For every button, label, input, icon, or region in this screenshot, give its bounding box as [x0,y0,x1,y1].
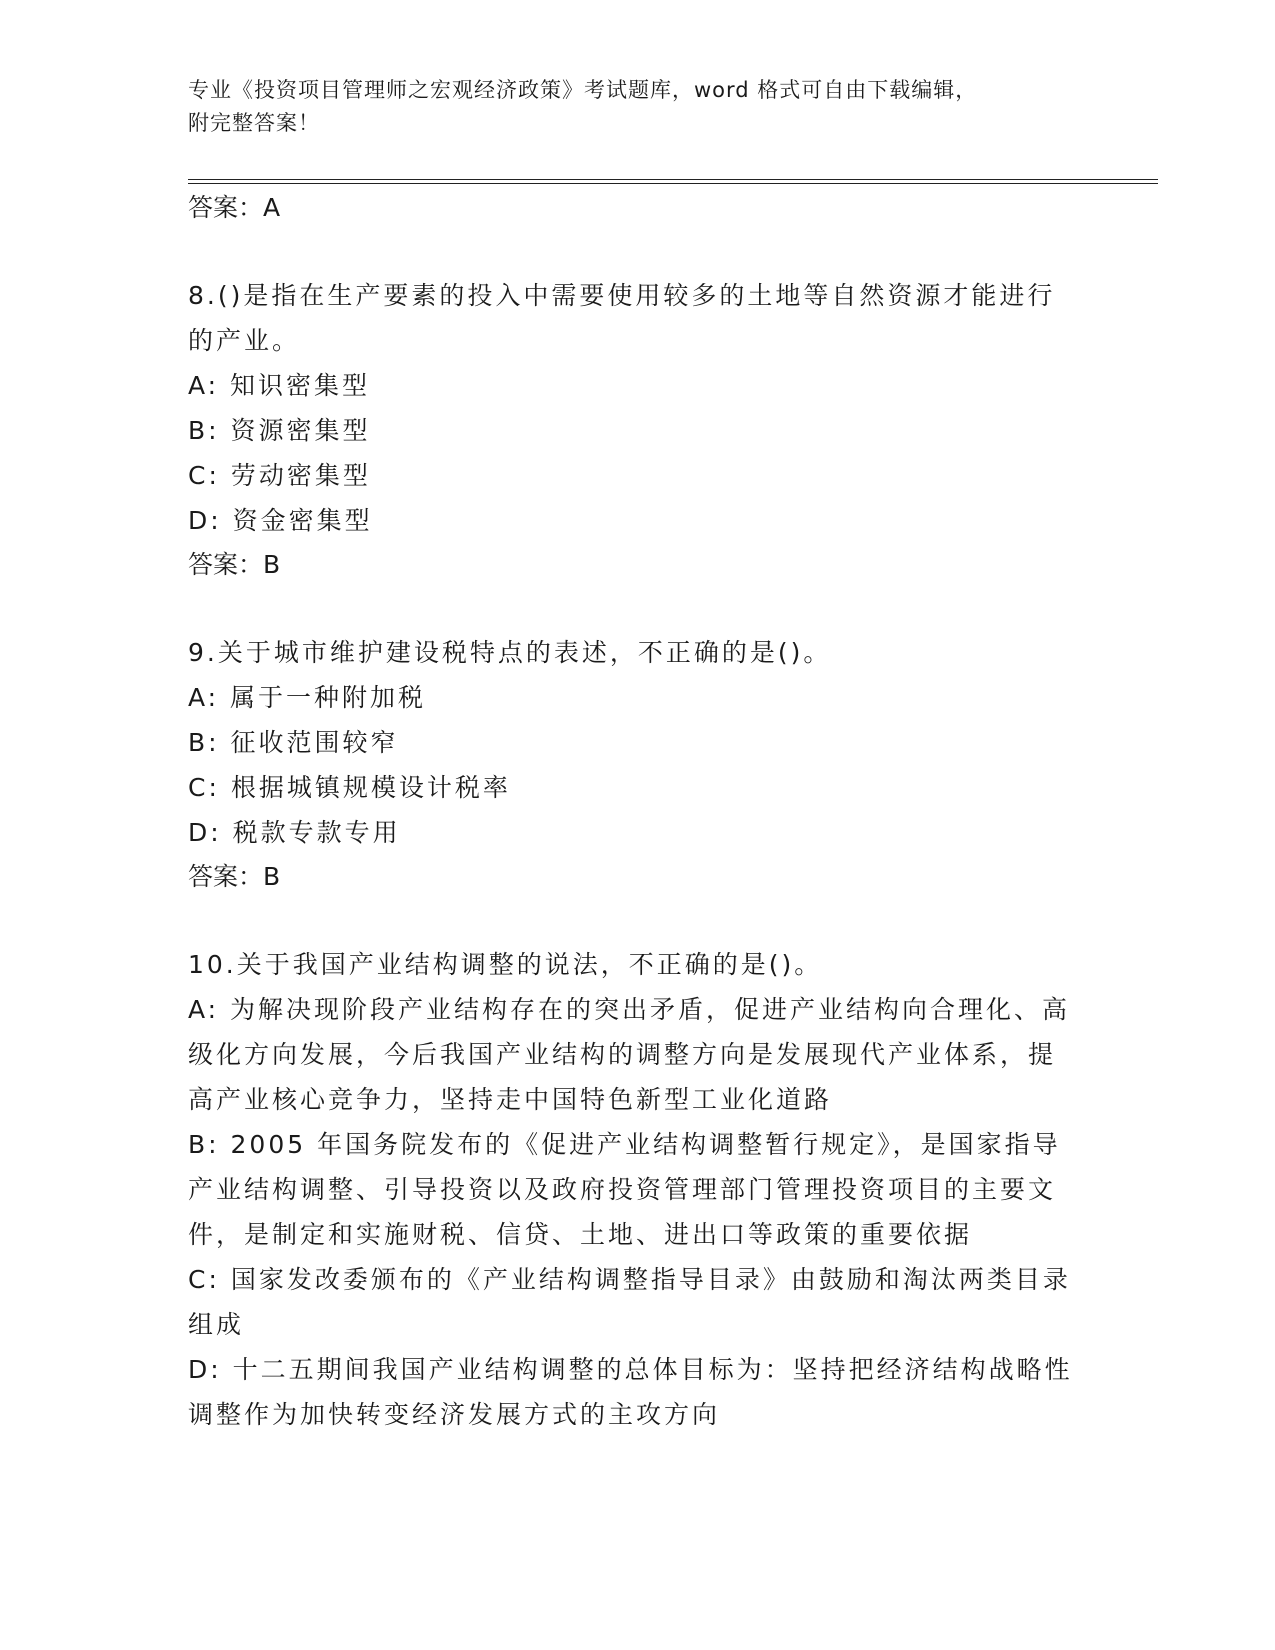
question-text: 10.关于我国产业结构调整的说法，不正确的是()。 [188,950,823,979]
header-line-1: 专业《投资项目管理师之宏观经济政策》考试题库，word 格式可自由下载编辑， [188,78,978,102]
header-divider-top [188,179,1158,180]
option-b: B: 征收范围较窄 [188,728,399,757]
option-b: B: 资源密集型 [188,416,371,445]
previous-answer: 答案：A [188,193,281,222]
question-text: 9.关于城市维护建设税特点的表述，不正确的是()。 [188,638,832,667]
option-a: A: 属于一种附加税 [188,683,427,712]
spacer [188,587,1148,630]
option-d: D: 十二五期间我国产业结构调整的总体目标为：坚持把经济结构战略性调整作为加快转变经济发展方式的主攻方向 [188,1355,1073,1429]
option-d: D: 资金密集型 [188,506,373,535]
option-d: D: 税款专款专用 [188,818,401,847]
option-c: C: 国家发改委颁布的《产业结构调整指导目录》由鼓励和淘汰两类目录组成 [188,1265,1071,1339]
question-8 [188,273,1148,587]
header-line-2: 附完整答案！ [188,111,320,135]
question-text: 8.()是指在生产要素的投入中需要使用较多的土地等自然资源才能进行的产业。 [188,281,1056,355]
option-c: C: 劳动密集型 [188,461,371,490]
option-a: A: 为解决现阶段产业结构存在的突出矛盾，促进产业结构向合理化、高级化方向发展，今后我国产业结构的调整方向是发展现代产业体系，提高产业核心竞争力，坚持走中国特色新型工业化道路 [188,995,1071,1114]
spacer [188,899,1148,942]
question-9 [188,630,1148,899]
option-c: C: 根据城镇规模设计税率 [188,773,511,802]
answer: 答案：B [188,550,281,579]
option-b: B: 2005 年国务院发布的《促进产业结构调整暂行规定》，是国家指导产业结构调整、引导投资以及政府投资管理部门管理投资项目的主要文件，是制定和实施财税、信贷、土地、进出口等政策的重要依据 [188,1130,1061,1249]
question-10 [188,942,1148,1437]
spacer [188,230,1148,273]
document-header [188,74,1068,140]
header-divider-bottom [188,183,1158,184]
document-body [188,186,1148,1437]
option-a: A: 知识密集型 [188,371,371,400]
answer: 答案：B [188,862,281,891]
